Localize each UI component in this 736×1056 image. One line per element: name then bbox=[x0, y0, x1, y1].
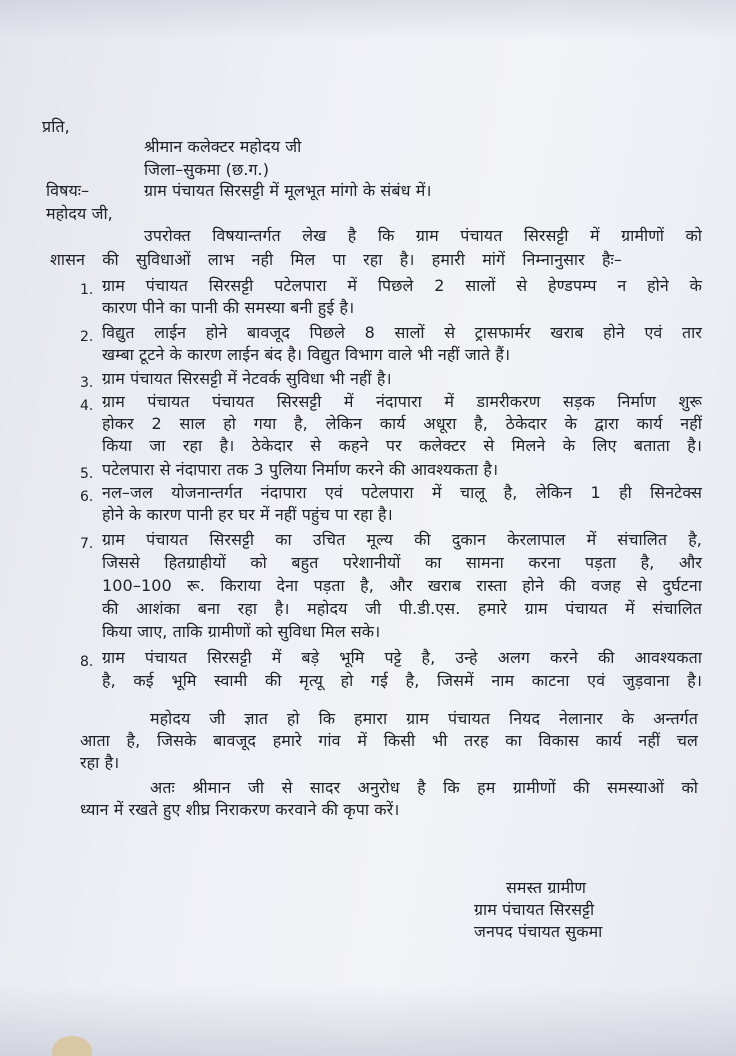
demand-line: पटेलपारा से नंदापारा तक 3 पुलिया निर्माण करने की आवश्यकता है। bbox=[102, 460, 499, 479]
demand-number: 1. bbox=[80, 282, 94, 298]
demand-number: 8. bbox=[80, 654, 94, 670]
signature-line-2: ग्राम पंचायत सिरसट्टी bbox=[474, 900, 595, 919]
demand-line: है, कई भूमि स्वामी की मृत्यू हो गई है, जिसमें नाम काटना एवं जुड़वाना है। bbox=[102, 671, 702, 690]
demand-line: जिससे हितग्राहीयों को बहुत परेशानीयों का सामना करना पड़ता है, और bbox=[102, 553, 702, 572]
demand-line: खम्बा टूटने के कारण लाईन बंद है। विद्युत विभाग वाले भी नहीं जाते हैं। bbox=[102, 345, 511, 364]
demand-line: विद्युत लाईन होने बावजूद पिछले 8 सालों से ट्रासफार्मर खराब होने एवं तार bbox=[102, 323, 702, 342]
demand-line: नल–जल योजनान्तर्गत नंदापारा एवं पटेलपारा में चालू है, लेकिन 1 ही सिनटेक्स bbox=[102, 483, 702, 502]
intro-line-2: शासन की सुविधाओं लाभ नही मिल पा रहा है। हमारी मांगें निम्नानुसार हैः– bbox=[50, 250, 622, 269]
subject-text: ग्राम पंचायत सिरसट्टी में मूलभूत मांगो के संबंध में। bbox=[144, 181, 432, 200]
demand-number: 2. bbox=[80, 329, 94, 345]
bottom-shadow bbox=[0, 986, 736, 1056]
demand-number: 5. bbox=[80, 466, 94, 482]
closing-paragraph-2-line-1: अतः श्रीमान जी से सादर अनुरोध है कि हम ग्रामीणों की समस्याओं को bbox=[150, 778, 698, 797]
demand-line: ग्राम पंचायत सिरसट्टी में नेटवर्क सुविधा भी नहीं है। bbox=[102, 369, 392, 388]
demand-line: कारण पीने का पानी की समस्या बनी हुई है। bbox=[102, 298, 355, 317]
recipient-line: श्रीमान कलेक्टर महोदय जी bbox=[144, 137, 302, 156]
demand-line: किया जा रहा है। ठेकेदार से कहने पर कलेक्टर से मिलने के लिए बताता है। bbox=[102, 436, 702, 455]
demand-number: 7. bbox=[80, 536, 94, 552]
closing-paragraph-1-line-1: महोदय जी ज्ञात हो कि हमारा ग्राम पंचायत नियद नेलानार के अन्तर्गत bbox=[150, 709, 698, 728]
subject-label: विषयः– bbox=[46, 181, 90, 200]
demand-number: 6. bbox=[80, 489, 94, 505]
demand-line: ग्राम पंचायत सिरसट्टी में बड़े भूमि पट्टे है, उन्हे अलग करने की आवश्यकता bbox=[102, 648, 702, 667]
signature-line-1: समस्त ग्रामीण bbox=[506, 878, 587, 897]
demand-line: होने के कारण पानी हर घर में नहीं पहुंच पा रहा है। bbox=[102, 505, 393, 524]
salutation-to: प्रति, bbox=[42, 117, 70, 136]
greeting: महोदय जी, bbox=[46, 204, 113, 223]
district-line: जिला–सुकमा (छ.ग.) bbox=[144, 160, 270, 179]
top-shadow bbox=[0, 0, 736, 40]
intro-line-1: उपरोक्त विषयान्तर्गत लेख है कि ग्राम पंचायत सिरसट्टी में ग्रामीणों को bbox=[144, 226, 702, 245]
closing-paragraph-2-line-2: ध्यान में रखते हुए शीघ्र निराकरण करवाने की कृपा करें। bbox=[80, 800, 400, 819]
closing-paragraph-1-line-2: आता है, जिसके बावजूद हमारे गांव में किसी भी तरह का विकास कार्य नहीं चल bbox=[80, 731, 698, 750]
signature-line-3: जनपद पंचायत सुकमा bbox=[474, 922, 603, 941]
demand-line: किया जाए, ताकि ग्रामीणों को सुविधा मिल सके। bbox=[102, 622, 381, 641]
demand-line: ग्राम पंचायत पंचायत सिरसट्टी में नंदापारा में डामरीकरण सड़क निर्माण शुरू bbox=[102, 392, 702, 411]
demand-line: होकर 2 साल हो गया है, लेकिन कार्य अधूरा है, ठेकेदार के द्वारा कार्य नहीं bbox=[102, 414, 702, 433]
closing-paragraph-1-line-3: रहा है। bbox=[80, 753, 120, 772]
demand-number: 4. bbox=[80, 398, 94, 414]
demand-number: 3. bbox=[80, 375, 94, 391]
demand-line: ग्राम पंचायत सिरसट्टी पटेलपारा में पिछले 2 सालों से हेण्डपम्प न होने के bbox=[102, 276, 703, 295]
demand-line: 100–100 रू. किराया देना पड़ता है, और खराब रास्ता होने की वजह से दुर्घटना bbox=[102, 576, 702, 595]
demand-line: की आशंका बना रहा है। महोदय जी पी.डी.एस. हमारे ग्राम पंचायत में संचालित bbox=[102, 599, 702, 618]
demand-line: ग्राम पंचायत सिरसट्टी का उचित मूल्य की दुकान केरलापाल में संचालित है, bbox=[102, 530, 702, 549]
